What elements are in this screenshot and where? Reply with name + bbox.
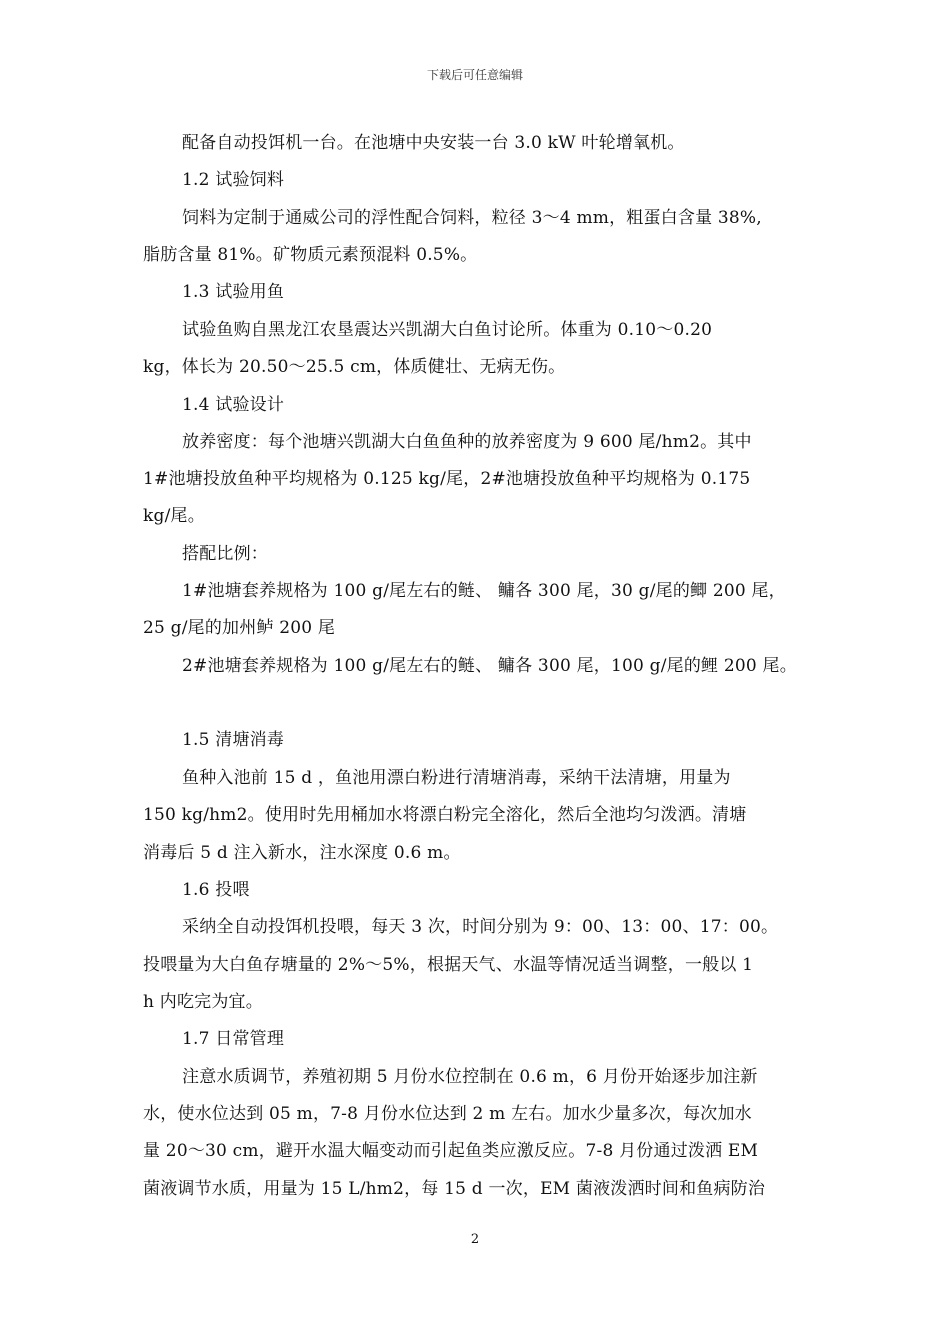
body-line: 配备自动投饵机一台。在池塘中央安装一台 3.0 kW 叶轮增氧机。 bbox=[182, 133, 685, 153]
body-line: 消毒后 5 d 注入新水，注水深度 0.6 m。 bbox=[143, 843, 461, 863]
section-heading: 1.5 清塘消毒 bbox=[182, 730, 285, 750]
body-line: h 内吃完为宜。 bbox=[143, 992, 263, 1012]
body-line: 25 g/尾的加州鲈 200 尾 bbox=[143, 618, 336, 638]
body-line: 投喂量为大白鱼存塘量的 2%～5%，根据天气、水温等情况适当调整，一般以 1 bbox=[143, 955, 754, 975]
page-header-note: 下载后可任意编辑 bbox=[426, 68, 523, 82]
body-line: 150 kg/hm2。使用时先用桶加水将漂白粉完全溶化，然后全池均匀泼洒。清塘 bbox=[143, 805, 747, 825]
body-line: 饲料为定制于通威公司的浮性配合饲料，粒径 3～4 mm，粗蛋白含量 38%, bbox=[182, 208, 762, 228]
body-line: 搭配比例： bbox=[182, 544, 268, 564]
body-line: 采纳全自动投饵机投喂，每天 3 次，时间分别为 9：00、13：00、17：00。 bbox=[182, 917, 779, 937]
body-line: 1#池塘套养规格为 100 g/尾左右的鲢、 鳙各 300 尾，30 g/尾的鲫 200 尾， bbox=[182, 581, 786, 601]
body-line: 菌液调节水质，用量为 15 L/hm2，每 15 d 一次，EM 菌液泼洒时间和鱼病防治 bbox=[143, 1179, 766, 1199]
section-heading: 1.3 试验用鱼 bbox=[182, 282, 285, 302]
body-line: 鱼种入池前 15 d ，鱼池用漂白粉进行清塘消毒，采纳干法清塘，用量为 bbox=[182, 768, 731, 788]
body-line: 脂肪含量 81%。矿物质元素预混料 0.5%。 bbox=[143, 245, 478, 265]
body-line: 2#池塘套养规格为 100 g/尾左右的鲢、 鳙各 300 尾，100 g/尾的鲤 200 尾。 bbox=[182, 656, 797, 676]
body-line: 放养密度：每个池塘兴凯湖大白鱼鱼种的放养密度为 9 600 尾/hm2。其中 bbox=[182, 432, 752, 452]
page-number: 2 bbox=[470, 1232, 480, 1247]
body-line: 量 20～30 cm，避开水温大幅变动而引起鱼类应激反应。7-8 月份通过泼洒 EM bbox=[143, 1141, 759, 1161]
body-line: kg/尾。 bbox=[143, 506, 205, 526]
section-heading: 1.6 投喂 bbox=[182, 880, 250, 900]
body-line: 试验鱼购自黑龙江农垦震达兴凯湖大白鱼讨论所。体重为 0.10～0.20 bbox=[182, 320, 713, 340]
body-line: kg，体长为 20.50～25.5 cm，体质健壮、无病无伤。 bbox=[143, 357, 566, 377]
body-line: 注意水质调节，养殖初期 5 月份水位控制在 0.6 m，6 月份开始逐步加注新 bbox=[182, 1067, 758, 1087]
body-line: 1#池塘投放鱼种平均规格为 0.125 kg/尾，2#池塘投放鱼种平均规格为 0.175 bbox=[143, 469, 751, 489]
body-line: 水，使水位达到 05 m，7-8 月份水位达到 2 m 左右。加水少量多次，每次加水 bbox=[143, 1104, 752, 1124]
section-heading: 1.7 日常管理 bbox=[182, 1029, 285, 1049]
section-heading: 1.4 试验设计 bbox=[182, 395, 285, 415]
section-heading: 1.2 试验饲料 bbox=[182, 170, 285, 190]
